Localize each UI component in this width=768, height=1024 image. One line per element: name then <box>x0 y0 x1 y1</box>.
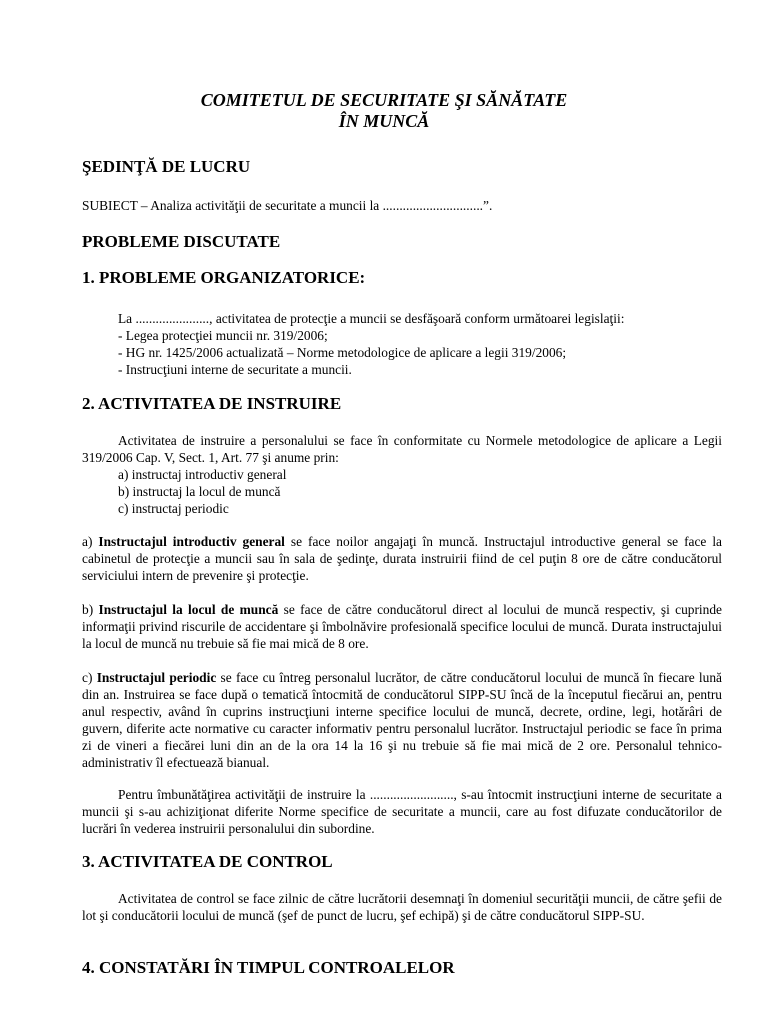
paragraph-marker: b) <box>82 602 99 617</box>
training-type-item: c) instructaj periodic <box>118 501 229 516</box>
legislation-item: - Legea protecţiei muncii nr. 319/2006; <box>118 328 328 343</box>
meeting-heading: ŞEDINŢĂ DE LUCRU <box>82 157 251 176</box>
problems-heading: PROBLEME DISCUTATE <box>82 232 281 251</box>
paragraph-workplace-training <box>82 601 722 652</box>
paragraph-bold-term: Instructajul introductiv general <box>98 534 285 549</box>
document-title <box>0 90 768 132</box>
paragraph-introductory-training <box>82 533 722 584</box>
paragraph-text: se face noilor angajaţi în muncă. Instructajul introductive general se face la cabinetul de protecţie a muncii sau în sala de şedinţe, durata instruirii fiind de cel puţin 8 ore de către conducătorul serviciului intern de prevenire şi protecţie. <box>82 534 722 583</box>
paragraph-marker: c) <box>82 670 97 685</box>
paragraph-bold-term: Instructajul periodic <box>96 670 217 685</box>
subject-line: SUBIECT – Analiza activităţii de securitate a muncii la ..............................”. <box>82 198 493 213</box>
legislation-item: - Instrucţiuni interne de securitate a muncii. <box>118 362 352 377</box>
training-type-item: b) instructaj la locul de muncă <box>118 484 281 499</box>
paragraph-periodic-training <box>82 669 722 771</box>
paragraph-text: se face cu întreg personalul lucrător, de către conducătorul locului de muncă în fiecare lună din an. Instruirea se face după o tematică întocmită de conducătorul SIPP-SU încă de la începutul fiecărui an, pentru anul respectiv, având în cuprins instrucţiuni interne specifice locului de muncă, decrete, ordine, legi, hotărâri de guvern, diferite acte normative cu caracter informativ pentru personalul lucrător. Instructajul periodic se face în prima zi de vineri a fiecărei luni din an de la ora 14 la 16 şi nu trebuie să fie mai mică de 2 ore. Personalul tehnico-administrativ îl efectuează bianual. <box>82 670 722 770</box>
training-type-item: a) instructaj introductiv general <box>118 467 287 482</box>
control-activity-text: Activitatea de control se face zilnic de către lucrătorii desemnaţi în domeniul securităţii muncii, de către şefii de lot şi conducătorii locului de muncă (şef de punct de lucru, şef echipă) şi de către conducătorul SIPP-SU. <box>82 891 722 923</box>
section-1-legislation-list <box>118 310 722 378</box>
title-line-1: COMITETUL DE SECURITATE ŞI SĂNĂTATE <box>200 90 568 110</box>
paragraph-training-improvement: Pentru îmbunătăţirea activităţii de instruire la ........................., s-au întocmit instrucţiuni interne de securitate a muncii şi s-au achiziţionat diferite Norme specifice de securitate a muncii, care au fost difuzate conducătorilor de lucrări în vederea instruirii personalului din subordine. <box>82 787 722 836</box>
title-line-2: ÎN MUNCĂ <box>338 111 430 131</box>
section-4-heading: 4. CONSTATĂRI ÎN TIMPUL CONTROALELOR <box>82 958 455 977</box>
paragraph-bold-term: Instructajul la locul de muncă <box>98 602 279 617</box>
legislation-intro: La ......................, activitatea de protecţie a muncii se desfăşoară conform următoarei legislaţii: <box>118 311 625 326</box>
section-2-heading: 2. ACTIVITATEA DE INSTRUIRE <box>82 394 342 413</box>
paragraph-marker: a) <box>82 534 99 549</box>
paragraph-text: se face de către conducătorul direct al locului de muncă respectiv, şi cuprinde informaţii privind riscurile de accidentare şi îmbolnăvire profesională specifice locului de muncă. Durata instructajului la locul de muncă nu trebuie să fie mai mică de 8 ore. <box>82 602 722 651</box>
section-3-heading: 3. ACTIVITATEA DE CONTROL <box>82 852 333 871</box>
section-1-heading: 1. PROBLEME ORGANIZATORICE: <box>82 268 366 287</box>
training-types-list <box>118 466 722 517</box>
legislation-item: - HG nr. 1425/2006 actualizată – Norme metodologice de aplicare a legii 319/2006; <box>118 345 567 360</box>
training-intro: Activitatea de instruire a personalului se face în conformitate cu Normele metodologice de aplicare a Legii 319/2006 Cap. V, Sect. 1, Art. 77 şi anume prin: <box>82 433 722 465</box>
